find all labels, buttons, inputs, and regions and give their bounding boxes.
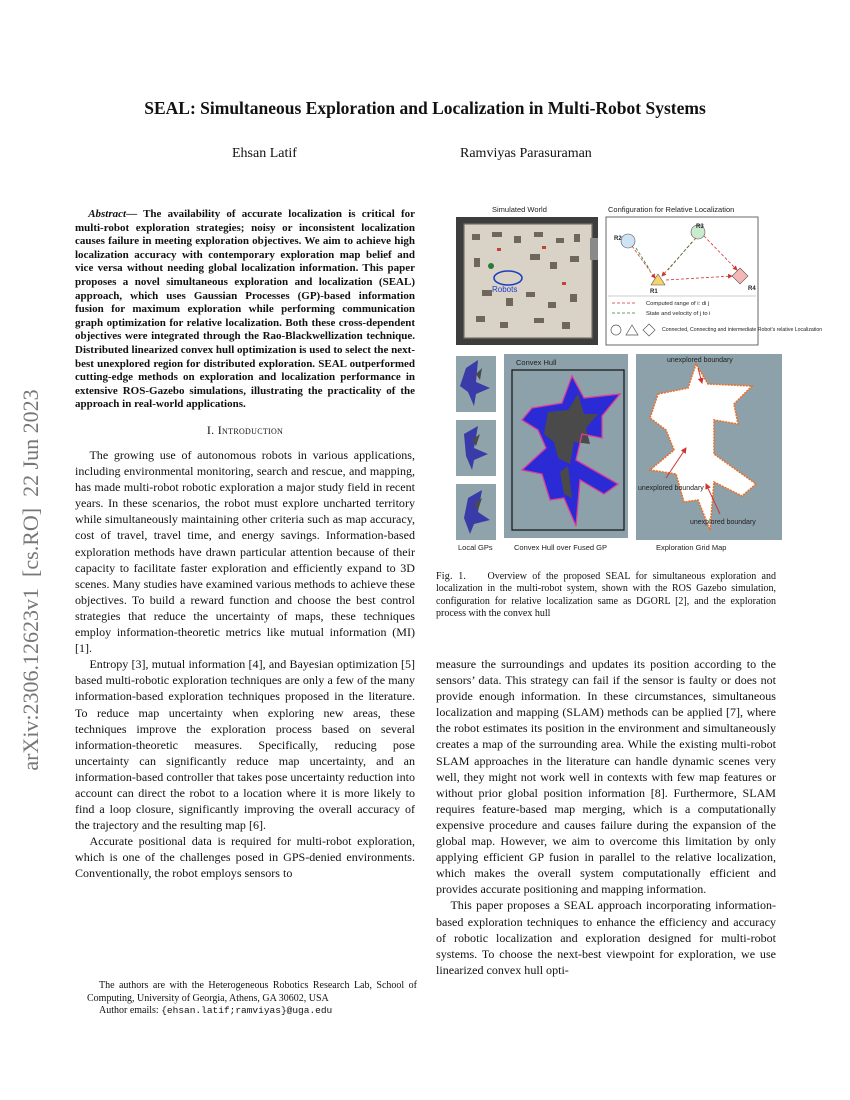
abstract-text: The availability of accurate localization is critical for multi-robot exploration strategies; noisy or inconsistent localization causes failure in meeting exploration objectives. We aim to achieve high localization accuracy with contemporary exploration map belief and vice versa without needing global localization information. This paper proposes a novel simultaneous exploration and localization (SEAL) approach, which uses Gaussian Processes (GP)-based information fusion for maximum exploration while performing communication graph optimization for relative localization. Both these cross-dependent objectives were integrated through the Rao-Blackwellization technique. Distributed linearized convex hull optimization is used to select the next-best unexplored region for distributed exploration. SEAL outperformed cutting-edge methods on exploration and localization performance in extensive ROS-Gazebo simulations, illustrating the practicality of the approach in real-world applications. — [75, 208, 415, 411]
panel-title-local-gps: Local GPs — [458, 543, 493, 552]
author-1: Ehsan Latif — [232, 146, 297, 161]
figure-caption-text: Overview of the proposed SEAL for simultaneous exploration and localization in the multi-robot system, shown with the ROS Gazebo simulation, configuration for relative localization same as DGORL [2], and the exploration process with the convex hull — [436, 571, 776, 619]
abstract-dash: — — [126, 208, 138, 220]
figure-caption — [436, 571, 776, 620]
footnote-emails: {ehsan.latif;ramviyas}@uga.edu — [161, 1005, 333, 1016]
section-heading-introduction — [75, 422, 415, 438]
left-column — [75, 208, 415, 882]
robot-node-r3: R3 — [696, 224, 704, 230]
panel-title-convex-hull-fused: Convex Hull over Fused GP — [514, 543, 607, 552]
right-column — [436, 656, 776, 978]
abstract-label: Abstract — [88, 208, 127, 220]
footnote-affiliation: The authors are with the Heterogeneous Robotics Research Lab, School of Computing, University of Georgia, Athens, GA 30602, USA — [87, 980, 417, 1004]
panel-title-convex-hull: Convex Hull — [516, 358, 557, 367]
author-2: Ramviyas Parasuraman — [460, 146, 592, 161]
panel-title-exploration-grid: Exploration Grid Map — [656, 543, 727, 552]
exploration-grid-panel — [636, 354, 782, 540]
figure-graphic — [452, 198, 823, 558]
panel-title-configuration: Configuration for Relative Localization — [608, 205, 735, 214]
arxiv-text: arXiv:2306.12623v1 [cs.RO] 22 Jun 2023 — [18, 389, 43, 771]
footnote — [87, 980, 417, 1018]
paragraph: Entropy [3], mutual information [4], and Bayesian optimization [5] based multi-robotic exploration techniques are only a few of the many information-based exploration techniques proposed in the literature. To reduce map uncertainty when exploring new areas, these techniques improve the exploration process based on several information-theoretic measures. Specifically, reducing pose uncertainty can significantly reduce map uncertainty, and an information-based controller that takes pose uncertainty reduction into account can direct the robot to a location where it is more likely to find a loop closure, significantly improving the overall accuracy of the trajectory and the resulting map [6]. — [75, 657, 415, 833]
paragraph: Accurate positional data is required for multi-robot exploration, which is one of the challenges posed in GPS-denied environments. Conventionally, the robot employs sensors to — [75, 834, 415, 881]
figure-1 — [452, 198, 823, 558]
paragraph: measure the surroundings and updates its position according to the sensors’ data. This strategy can fail if the sensor is faulty or does not provide enough information. In these circumstances, simultaneous localization and mapping (SLAM) methods can be applied [7], where the robot estimates its position in the environment and simultaneously creates a map of the surrounding area. While the existing multi-robot SLAM approaches in the literature can handle dynamic scenes very well, they might not work well in contexts with few map features or without prior global position information [8]. Furthermore, SLAM requires feature-based map merging, which is a computationally expensive procedure and causes failure during the expansion of the global map. However, we aim to overcome this limitation by only applying efficient GP fusion in parallel to the relative localization, which makes the overall system computationally efficient and provides accurate positioning and mapping information. — [436, 657, 776, 897]
footnote-email-prefix: Author emails: — [99, 1005, 162, 1016]
figure-caption-label: Fig. 1. — [436, 571, 467, 582]
arxiv-identifier — [6, 230, 52, 930]
legend-range: Computed range of i: di j — [646, 301, 710, 307]
paragraph: The growing use of autonomous robots in various applications, including environmental monitoring, search and rescue, and mapping, has made multi-robot robotic exploration a major study field in recent years. In these scenarios, the robot must explore uncharted territory while simultaneously maintaining other criteria such as map accuracy, cost of travel, travel time, and energy savings. Information-based exploration methods have drawn particular attention because of their capacity to facilitate faster exploration and efficiently expand to 3D scenes. Many studies have examined various methods to achieve these objectives. To build a reward function and choose the best control strategies that reduce the uncertainty of maps, these techniques employ information-theoretic metrics like mutual information (MI) [1]. — [75, 448, 415, 656]
boundary-label-bottom: unexplored boundary — [690, 519, 756, 526]
abstract — [75, 208, 415, 412]
robot-node-r2: R2 — [614, 236, 622, 242]
simulated-world-panel — [456, 217, 598, 345]
local-gps-panel — [456, 356, 496, 540]
robot-node-r1: R1 — [650, 289, 658, 295]
panel-title-simulated-world: Simulated World — [492, 205, 547, 214]
convex-hull-panel — [504, 354, 628, 538]
configuration-panel — [606, 217, 822, 345]
section-title: Introduction — [217, 422, 284, 437]
robots-label: Robots — [492, 285, 518, 294]
legend-state: State and velocity of j to i — [646, 311, 711, 317]
section-numeral: I. — [206, 422, 215, 437]
boundary-label-top: unexplored boundary — [667, 357, 733, 364]
paragraph: This paper proposes a SEAL approach incorporating information-based exploration techniques to enhance the efficiency and accuracy of robotic localization and exploration designed for multi-robot systems. To choose the next-best viewpoint for exploration, we use linearized convex hull opti- — [436, 898, 776, 977]
legend-connected: Connected, Connecting and intermediate Robot's relative Localization — [662, 327, 823, 333]
boundary-label-left: unexplored boundary — [638, 485, 704, 492]
robot-node-r4: R4 — [748, 286, 756, 292]
paper-title: SEAL: Simultaneous Exploration and Localization in Multi-Robot Systems — [144, 98, 706, 118]
